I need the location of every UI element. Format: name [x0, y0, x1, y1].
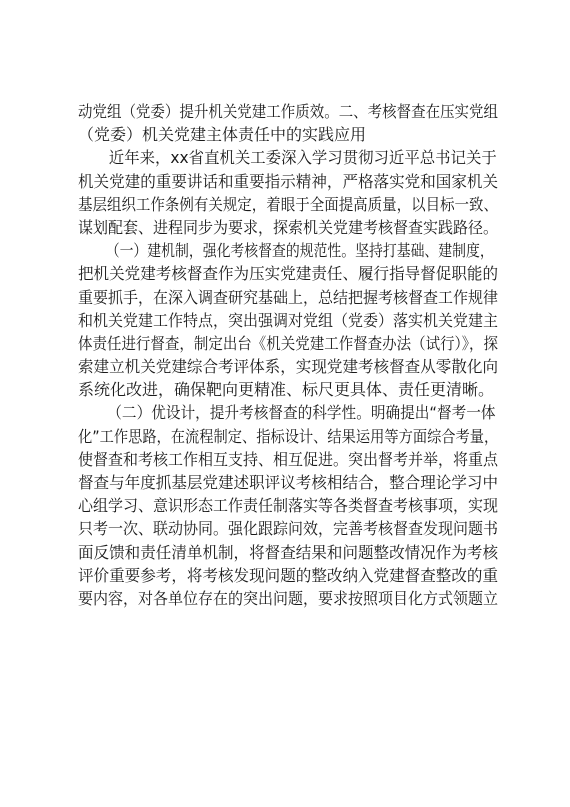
- text-line: 近年来，xx省直机关工委深入学习贯彻习近平总书记关于: [108, 148, 497, 168]
- document-body: [78, 100, 498, 610]
- text-line: 重要抓手，在深入调查研究基础上，总结把握考核督查工作规律: [78, 287, 499, 307]
- text-line: 和机关党建工作特点，突出强调对党组（党委）落实机关党建主: [78, 310, 499, 330]
- text-line: 面反馈和责任清单机制，将督查结果和问题整改情况作为考核: [78, 542, 499, 562]
- text-line: 动党组（党委）提升机关党建工作质效。二、考核督查在压实党组: [78, 102, 499, 121]
- text-line: 使督查和考核工作相互支持、相互促进。突出督考并举，将重点: [78, 449, 499, 469]
- text-line: 评价重要参考，将考核发现问题的整改纳入党建督查整改的重: [78, 565, 499, 585]
- text-line: 把机关党建考核督查作为压实党建责任、履行指导督促职能的: [78, 264, 499, 284]
- text-line: 体责任进行督查，制定出台《机关党建工作督查办法（试行）》，探: [78, 333, 499, 353]
- text-line: （一）建机制，强化考核督查的规范性。坚持打基础、建制度，: [105, 241, 494, 261]
- text-line: 化”工作思路，在流程制定、指标设计、结果运用等方面综合考量，: [78, 426, 499, 446]
- text-line: 基层组织工作条例有关规定，着眼于全面提高质量，以目标一致、: [78, 194, 499, 214]
- text-line: 系统化改进，确保靶向更精准、标尺更具体、责任更清晰。: [78, 380, 495, 400]
- text-line: （二）优设计，提升考核督查的科学性。明确提出“督考一体: [107, 403, 496, 423]
- text-line: （党委）机关党建主体责任中的实践应用: [78, 125, 367, 145]
- text-line: 索建立机关党建综合考评体系，实现党建考核督查从零散化向: [78, 357, 499, 377]
- text-line: 心组学习、意识形态工作责任制落实等各类督查考核事项，实现: [78, 496, 499, 516]
- text-line: 机关党建的重要讲话和重要指示精神，严格落实党和国家机关: [78, 171, 499, 191]
- text-line: 要内容，对各单位存在的突出问题，要求按照项目化方式领题立: [78, 588, 499, 608]
- text-line: 谋划配套、进程同步为要求，探索机关党建考核督查实践路径。: [78, 217, 499, 237]
- text-line: 只考一次、联动协同。强化跟踪问效，完善考核督查发现问题书: [78, 519, 499, 539]
- text-line: 督查与年度抓基层党建述职评议考核相结合，整合理论学习中: [78, 473, 499, 492]
